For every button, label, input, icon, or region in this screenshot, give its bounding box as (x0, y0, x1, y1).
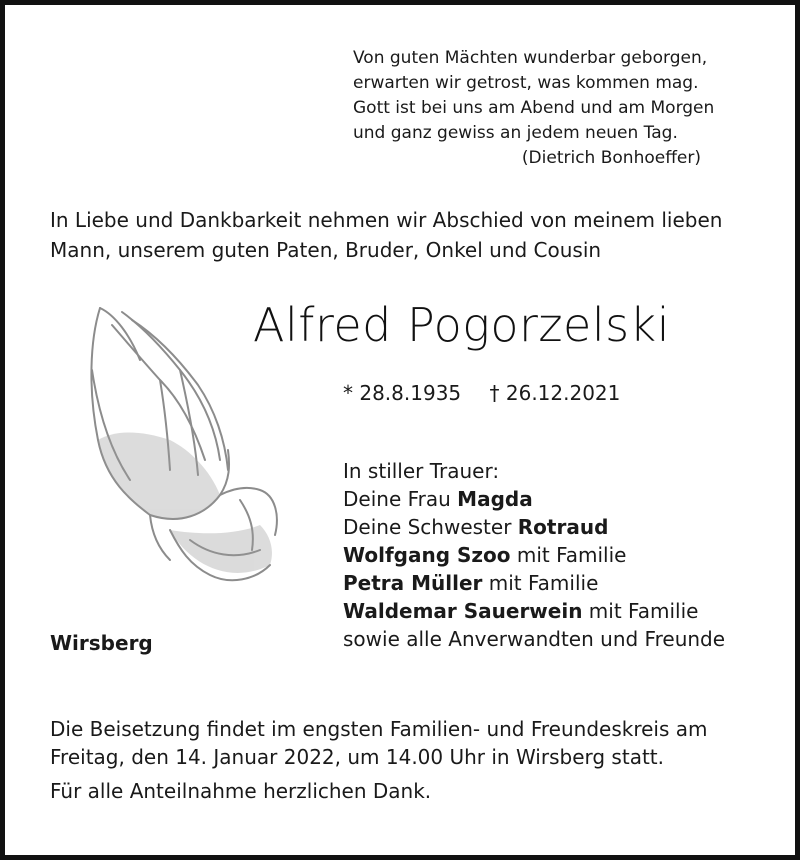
mourner-entry (343, 569, 725, 597)
mourners-list (343, 457, 725, 653)
poem-line: erwarten wir getrost, was kommen mag. (353, 73, 699, 93)
place-name: Wirsberg (50, 631, 153, 655)
funeral-notice (50, 715, 770, 805)
intro-text (50, 205, 760, 265)
mourner-name: Magda (457, 487, 533, 511)
mourner-entry (343, 541, 725, 569)
intro-line: In Liebe und Dankbarkeit nehmen wir Abschied von meinem lieben (50, 208, 723, 232)
funeral-line: Freitag, den 14. Januar 2022, um 14.00 Uhr in Wirsberg statt. (50, 745, 664, 769)
mourner-entry (343, 597, 725, 625)
poem-line: Von guten Mächten wunderbar geborgen, (353, 48, 708, 68)
thanks-line: Für alle Anteilnahme herzlichen Dank. (50, 779, 432, 803)
funeral-line: Die Beisetzung findet im engsten Familien- und Freundeskreis am (50, 717, 708, 741)
poem (353, 46, 753, 168)
death-date: † 26.12.2021 (489, 381, 621, 405)
mourner-entry (343, 513, 725, 541)
poem-source: (Dietrich Bonhoeffer) (521, 148, 701, 168)
deceased-name: Alfred Pogorzelski (253, 298, 670, 352)
mourners-heading: In stiller Trauer: (343, 459, 500, 483)
birth-date: * 28.8.1935 (343, 381, 462, 405)
life-dates (343, 381, 642, 405)
mourner-name: Petra Müller (343, 571, 483, 595)
mourner-relation: Deine Frau (343, 487, 458, 511)
mourner-name: Rotraud (517, 515, 609, 539)
mourner-suffix: mit Familie (510, 543, 627, 567)
poem-line: Gott ist bei uns am Abend und am Morgen (353, 98, 715, 118)
mourner-entry (343, 485, 725, 513)
mourner-suffix: mit Familie (482, 571, 599, 595)
mourner-suffix: mit Familie (582, 599, 699, 623)
intro-line: Mann, unserem guten Paten, Bruder, Onkel und Cousin (50, 238, 602, 262)
mourner-name: Waldemar Sauerwein (343, 599, 583, 623)
mourner-name: Wolfgang Szoo (343, 543, 511, 567)
mourner-relation: Deine Schwester (343, 515, 518, 539)
poem-line: und ganz gewiss an jedem neuen Tag. (353, 123, 678, 143)
mourners-closing: sowie alle Anverwandten und Freunde (343, 627, 726, 651)
